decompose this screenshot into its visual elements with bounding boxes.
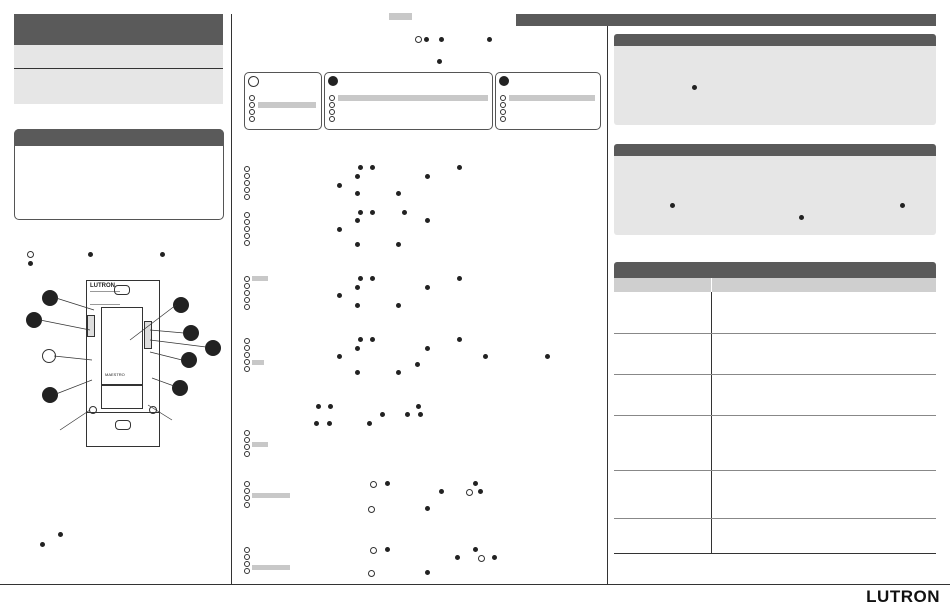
led-ladder-icon — [244, 276, 250, 311]
bullet-dot — [380, 412, 385, 417]
bullet-dot — [385, 547, 390, 552]
bullet-dot — [355, 303, 360, 308]
clock-icon — [415, 36, 422, 43]
bullet-dot — [424, 37, 429, 42]
bullet-dot — [439, 37, 444, 42]
table-column-divider — [711, 292, 712, 553]
led-ladder-icon — [249, 95, 255, 123]
callout-dot-icon — [499, 76, 509, 86]
bullet-dot — [316, 404, 321, 409]
bullet-dot — [425, 506, 430, 511]
bullet-dot — [457, 276, 462, 281]
bullet-dot — [370, 210, 375, 215]
bullet-dot — [355, 191, 360, 196]
top-right-header-bar — [516, 14, 936, 26]
bullet-dot — [670, 203, 675, 208]
bullet-dot — [483, 354, 488, 359]
middle-grey-tag — [389, 13, 412, 20]
table-row-divider — [614, 518, 936, 519]
bullet-dot — [327, 421, 332, 426]
bullet-dot — [355, 174, 360, 179]
led-ladder-icon — [244, 547, 250, 575]
led-ladder-icon — [244, 430, 250, 458]
bullet-dot — [396, 191, 401, 196]
bullet-dot — [358, 165, 363, 170]
bullet-dot — [355, 285, 360, 290]
bullet-dot — [58, 532, 63, 537]
bullet-dot — [396, 242, 401, 247]
clock-icon — [478, 555, 485, 562]
bullet-dot — [355, 346, 360, 351]
clock-icon — [370, 481, 377, 488]
bullet-dot — [457, 337, 462, 342]
ladder-highlight — [252, 276, 268, 281]
mode-bar — [338, 95, 488, 101]
bullet-dot — [473, 481, 478, 486]
bullet-dot — [337, 227, 342, 232]
bullet-dot — [425, 285, 430, 290]
mode-bar — [509, 95, 595, 101]
bullet-dot — [370, 337, 375, 342]
bullet-dot — [692, 85, 697, 90]
table-subheader — [614, 278, 936, 292]
clock-icon — [370, 547, 377, 554]
bullet-dot — [492, 555, 497, 560]
mode-box-1 — [324, 72, 493, 130]
right-panel-2-header — [614, 144, 936, 156]
bullet-dot — [455, 555, 460, 560]
led-ladder-icon — [329, 95, 335, 123]
table-header — [614, 262, 936, 278]
ladder-highlight — [252, 442, 268, 447]
bullet-dot — [425, 570, 430, 575]
bullet-dot — [473, 547, 478, 552]
bullet-dot — [328, 404, 333, 409]
table-row-divider — [614, 470, 936, 471]
device-label-model: MAESTRO — [105, 372, 125, 377]
clock-icon — [248, 76, 259, 87]
bullet-dot — [370, 165, 375, 170]
mode-box-clock — [244, 72, 322, 130]
ladder-highlight — [252, 565, 290, 570]
ladder-highlight — [252, 360, 264, 365]
bullet-dot — [355, 370, 360, 375]
bullet-dot — [545, 354, 550, 359]
bullet-dot — [439, 489, 444, 494]
table-subheader-divider — [711, 278, 712, 292]
led-ladder-icon — [244, 338, 250, 373]
clock-icon — [368, 506, 375, 513]
clock-icon — [466, 489, 473, 496]
bottom-rule — [0, 584, 950, 585]
bullet-dot — [367, 421, 372, 426]
right-panel-1-header — [614, 34, 936, 46]
mode-bar — [258, 102, 316, 108]
bullet-dot — [358, 276, 363, 281]
bullet-dot — [425, 346, 430, 351]
table-row-divider — [614, 553, 936, 554]
clock-icon — [368, 570, 375, 577]
column-separator-2 — [607, 26, 608, 584]
bullet-dot — [355, 242, 360, 247]
bullet-dot — [405, 412, 410, 417]
bullet-dot — [385, 481, 390, 486]
table-row-divider — [614, 374, 936, 375]
table-row-divider — [614, 333, 936, 334]
bullet-dot — [337, 293, 342, 298]
led-ladder-icon — [500, 95, 506, 123]
bullet-dot — [358, 210, 363, 215]
bullet-dot — [487, 37, 492, 42]
bullet-dot — [355, 218, 360, 223]
bullet-dot — [799, 215, 804, 220]
bullet-dot — [457, 165, 462, 170]
right-panel-2 — [614, 144, 936, 235]
bullet-dot — [478, 489, 483, 494]
bullet-dot — [337, 354, 342, 359]
bullet-dot — [370, 276, 375, 281]
bullet-dot — [415, 362, 420, 367]
led-ladder-icon — [244, 481, 250, 509]
column-separator-1 — [231, 14, 232, 584]
bullet-dot — [418, 412, 423, 417]
leader-lines — [0, 0, 240, 460]
bullet-dot — [900, 203, 905, 208]
bullet-dot — [40, 542, 45, 547]
led-ladder-icon — [244, 212, 250, 247]
right-panel-1 — [614, 34, 936, 125]
led-ladder-icon — [244, 166, 250, 201]
lutron-logo: LUTRON — [866, 587, 940, 606]
table-row-divider — [614, 415, 936, 416]
bullet-dot — [416, 404, 421, 409]
bullet-dot — [396, 370, 401, 375]
bullet-dot — [314, 421, 319, 426]
bullet-dot — [337, 183, 342, 188]
bullet-dot — [425, 174, 430, 179]
bullet-dot — [396, 303, 401, 308]
callout-dot-icon — [328, 76, 338, 86]
bullet-dot — [402, 210, 407, 215]
bullet-dot — [358, 337, 363, 342]
device-label-brand: LUTRON — [90, 283, 115, 289]
bullet-dot — [437, 59, 442, 64]
bullet-dot — [425, 218, 430, 223]
ladder-highlight — [252, 493, 290, 498]
mode-box-2 — [495, 72, 601, 130]
